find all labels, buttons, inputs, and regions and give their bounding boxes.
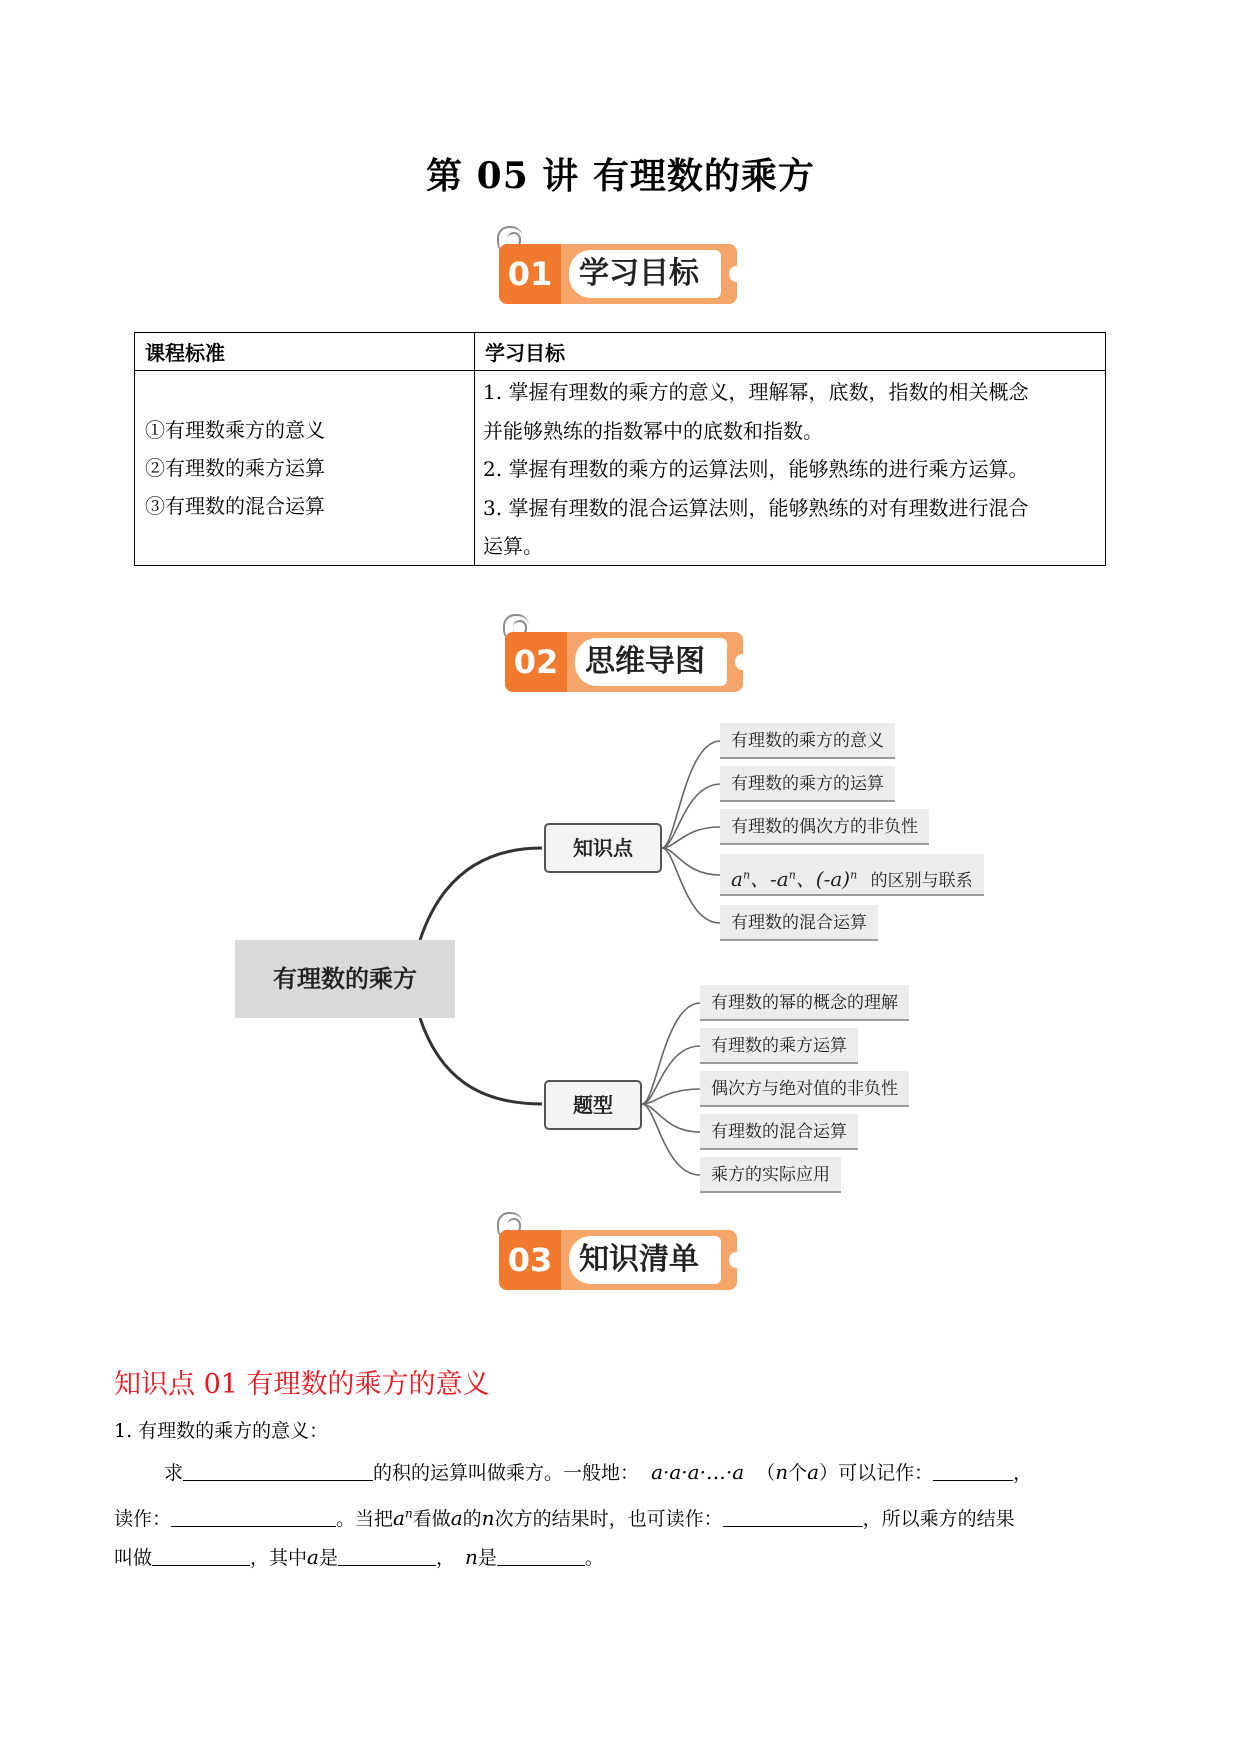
fill-blank[interactable]	[933, 1461, 1013, 1481]
knowledge-paragraph-line3: 叫做 ，其中a是 ， n是 。	[114, 1545, 604, 1569]
connector-root-knowledge	[420, 848, 542, 940]
mindmap-leaf: 偶次方与绝对值的非负性	[700, 1071, 909, 1107]
mindmap-leaf: 有理数的乘方运算	[700, 1028, 858, 1064]
goal-line: 2. 掌握有理数的乘方的运算法则，能够熟练的进行乘方运算。	[483, 457, 1029, 481]
page-title: 第 05 讲 有理数的乘方	[426, 155, 815, 197]
mindmap-branch-types: 题型	[544, 1080, 642, 1130]
standard-item: ③有理数的混合运算	[145, 494, 325, 518]
section-badge-knowledge	[497, 1212, 742, 1292]
goal-line: 1. 掌握有理数的乘方的意义，理解幂，底数，指数的相关概念	[483, 380, 1029, 404]
section-label: 思维导图	[575, 638, 727, 686]
header-goals: 学习目标	[475, 333, 1106, 371]
goal-line: 运算。	[483, 534, 543, 558]
fill-blank[interactable]	[723, 1507, 863, 1527]
math-expression: $a^n$、$-a^n$、$(-a)^n$	[731, 866, 858, 891]
mindmap-leaf: 乘方的实际应用	[700, 1157, 841, 1193]
fill-blank[interactable]	[183, 1461, 373, 1481]
knowledge-paragraph-line1: 求 的积的运算叫做乘方。一般地： a·a·a·…·a （n个a）可以记作： ，	[164, 1460, 1033, 1484]
mindmap-leaf: 有理数的混合运算	[700, 1114, 858, 1150]
section-number: 02	[505, 632, 567, 692]
connector-root-types	[420, 1018, 542, 1104]
knowledge-item-title: 1. 有理数的乘方的意义：	[114, 1420, 329, 1442]
standard-item: ②有理数的乘方运算	[145, 456, 325, 480]
goal-line: 并能够熟练的指数幂中的底数和指数。	[483, 418, 823, 443]
mindmap-leaf: 有理数的乘方的意义	[720, 723, 895, 759]
goal-line: 3. 掌握有理数的混合运算法则，能够熟练的对有理数进行混合	[483, 495, 1029, 520]
mindmap-root: 有理数的乘方	[235, 940, 455, 1018]
header-standards: 课程标准	[135, 333, 475, 371]
section-number: 03	[499, 1230, 561, 1290]
mindmap-branch-knowledge: 知识点	[544, 823, 662, 873]
math-expression: a·a·a·…·a	[651, 1460, 745, 1484]
mindmap-leaf: 有理数的乘方的运算	[720, 766, 895, 802]
fill-blank[interactable]	[152, 1546, 250, 1566]
knowledge-paragraph-line2: 读作： 。当把$a^n$看做a的n次方的结果时，也可读作： ，所以乘方的结果	[114, 1506, 1015, 1530]
section-label: 知识清单	[569, 1236, 721, 1284]
section-number: 01	[499, 244, 561, 304]
mindmap-leaf: 有理数的混合运算	[720, 905, 878, 941]
mindmap-leaf-powers: $a^n$、$-a^n$、$(-a)^n$ 的区别与联系	[720, 854, 984, 896]
mindmap-leaf: 有理数的偶次方的非负性	[720, 809, 929, 845]
fill-blank[interactable]	[497, 1546, 585, 1566]
knowledge-point-heading: 知识点 01 有理数的乘方的意义	[114, 1369, 490, 1400]
standard-item: ①有理数乘方的意义	[145, 418, 325, 442]
fill-blank[interactable]	[338, 1546, 436, 1566]
section-label: 学习目标	[569, 250, 721, 298]
mindmap-leaf: 有理数的幂的概念的理解	[700, 985, 909, 1021]
fill-blank[interactable]	[171, 1507, 336, 1527]
